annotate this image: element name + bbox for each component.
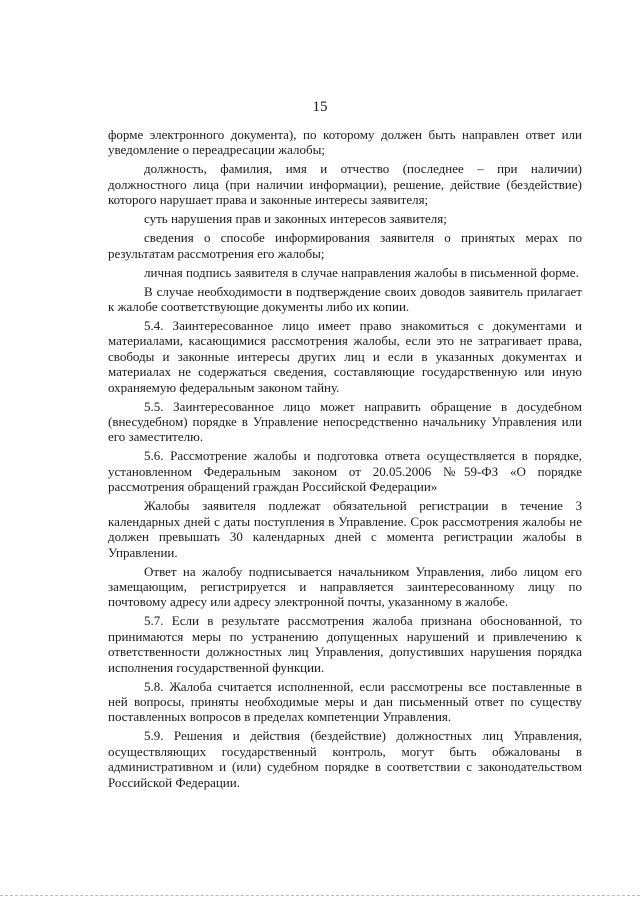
paragraph: 5.7. Если в результате рассмотрения жалоба признана обоснованной, то принимаются меры по устранению допущенных нарушений и привлечению к ответственности должностных лиц Управления, допустивших нарушения порядка исполнения государственной функции. [108, 613, 582, 675]
document-body [108, 127, 582, 794]
paragraph: 5.8. Жалоба считается исполненной, если рассмотрены все поставленные в ней вопросы, приняты необходимые меры и дан письменный ответ по существу поставленных вопросов в пределах компетенции Управления. [108, 678, 582, 725]
paragraph: личная подпись заявителя в случае направления жалобы в письменной форме. [144, 264, 579, 280]
paragraph: сведения о способе информирования заявителя о принятых мерах по результатам рассмотрения его жалобы; [108, 230, 582, 261]
paragraph: В случае необходимости в подтверждение своих доводов заявитель прилагает к жалобе соответствующие документы либо их копии. [108, 283, 582, 315]
paragraph: форме электронного документа), по которому должен быть направлен ответ или уведомление о переадресации жалобы; [108, 127, 582, 158]
paragraph: должность, фамилия, имя и отчество (последнее – при наличии) должностного лица (при наличии информации), решение, действие (бездействие) которого нарушает права и законные интересы заявителя; [108, 161, 582, 208]
paragraph: 5.9. Решения и действия (бездействие) должностных лиц Управления, осуществляющих государственный контроль, могут быть обжалованы в административном и (или) судебном порядке в соответствии с законодательством Российской Федерации. [108, 728, 582, 790]
page-bottom-edge [0, 895, 640, 896]
paragraph: суть нарушения прав и законных интересов заявителя; [144, 211, 447, 227]
paragraph: Ответ на жалобу подписывается начальником Управления, либо лицом его замещающим, регистрируется и направляется заинтересованному лицу по почтовому адресу или адресу электронной почты, указанному в жалобе. [108, 563, 582, 610]
page-number: 15 [312, 99, 328, 115]
paragraph: 5.6. Рассмотрение жалобы и подготовка ответа осуществляется в порядке, установленном Федеральным законом от 20.05.2006 №59-ФЗ «О порядке рассмотрения обращений граждан Российской Федерации» [108, 448, 582, 495]
paragraph: 5.5. Заинтересованное лицо может направить обращение в досудебном (внесудебном) порядке в Управление непосредственно начальнику Управления или его заместителю. [108, 398, 582, 445]
paragraph: Жалобы заявителя подлежат обязательной регистрации в течение 3 календарных дней с даты поступления в Управление. Срок рассмотрения жалобы не должен превышать 30 календарных дней с момента регистрации жалобы в Управлении. [108, 498, 582, 560]
paragraph: 5.4. Заинтересованное лицо имеет право знакомиться с документами и материалами, касающимися рассмотрения жалобы, если это не затрагивает права, свободы и законные интересы других лиц и если в указанных документах и материалах не содержаться сведения, составляющие государственную или иную охраняемую федеральным законом тайну. [108, 318, 582, 395]
